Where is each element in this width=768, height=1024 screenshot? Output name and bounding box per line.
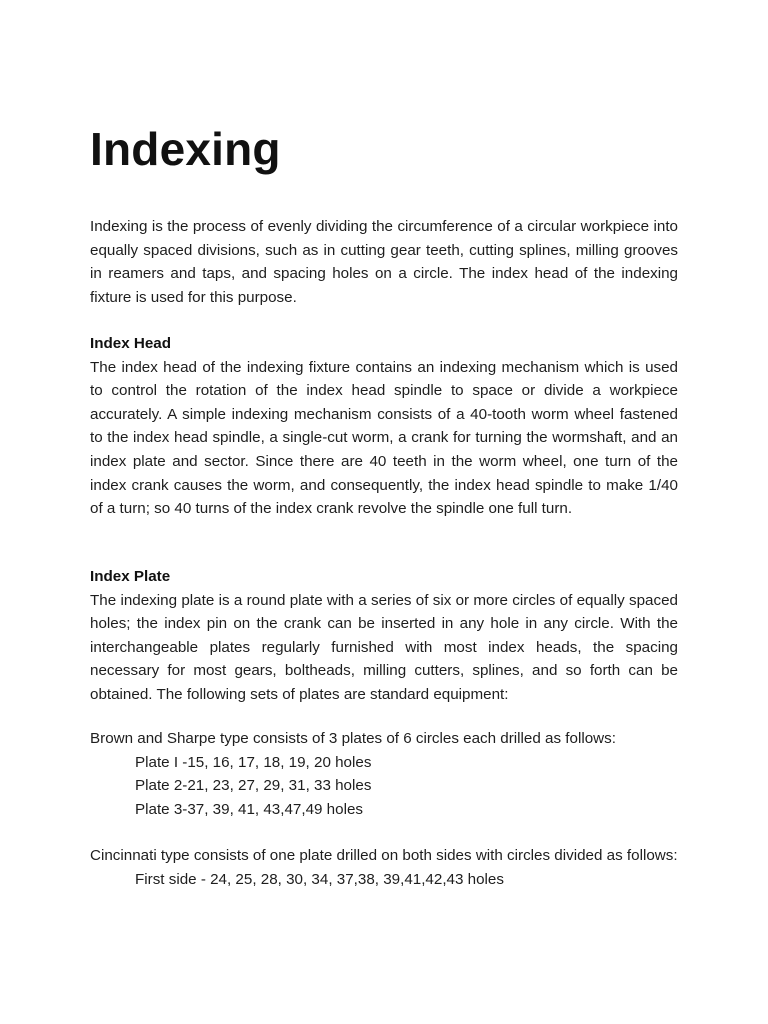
list-item: Plate 2-21, 23, 27, 29, 31, 33 holes	[135, 777, 372, 795]
section-body: The indexing plate is a round plate with a series of six or more circles of equally spaced holes; the index pin on the crank can be inserted in any hole in any circle. With the interchangeable plates regularly furnished with most index heads, the spacing necessary for most gears, boltheads, milling cutters, splines, and so forth can be obtained. The following sets of plates are standard equipment:	[90, 591, 678, 703]
page-title: Indexing	[90, 123, 281, 175]
brown-sharpe-block	[90, 727, 678, 821]
section-body: The index head of the indexing fixture contains an indexing mechanism which is used to control the rotation of the index head spindle to space or divide a workpiece accurately. A simple indexing mechanism consists of a 40-tooth worm wheel fastened to the index head spindle, a single-cut worm, a crank for turning the wormshaft, and an index plate and sector. Since there are 40 teeth in the worm wheel, one turn of the index crank causes the worm, and consequently, the index head spindle to make 1/40 of a turn; so 40 turns of the index crank revolve the spindle one full turn.	[90, 358, 678, 518]
plate-list	[90, 751, 678, 822]
section-heading: Index Head	[90, 335, 172, 352]
side-list	[90, 868, 678, 892]
intro-paragraph: Indexing is the process of evenly dividing the circumference of a circular workpiece into equally spaced divisions, such as in cutting gear teeth, cutting splines, milling grooves in reamers and taps, and spacing holes on a circle. The index head of the indexing fixture is used for this purpose.	[90, 218, 678, 306]
cincinnati-block	[90, 844, 678, 891]
list-item: First side - 24, 25, 28, 30, 34, 37,38, 39,41,42,43 holes	[135, 870, 504, 888]
section-index-head	[90, 332, 678, 521]
section-index-plate	[90, 565, 678, 707]
cincinnati-intro: Cincinnati type consists of one plate drilled on both sides with circles divided as follows:	[90, 847, 678, 864]
list-item: Plate I -15, 16, 17, 18, 19, 20 holes	[135, 753, 372, 771]
section-heading: Index Plate	[90, 568, 171, 585]
list-item: Plate 3-37, 39, 41, 43,47,49 holes	[135, 800, 363, 818]
brown-sharpe-intro: Brown and Sharpe type consists of 3 plates of 6 circles each drilled as follows:	[90, 730, 616, 747]
